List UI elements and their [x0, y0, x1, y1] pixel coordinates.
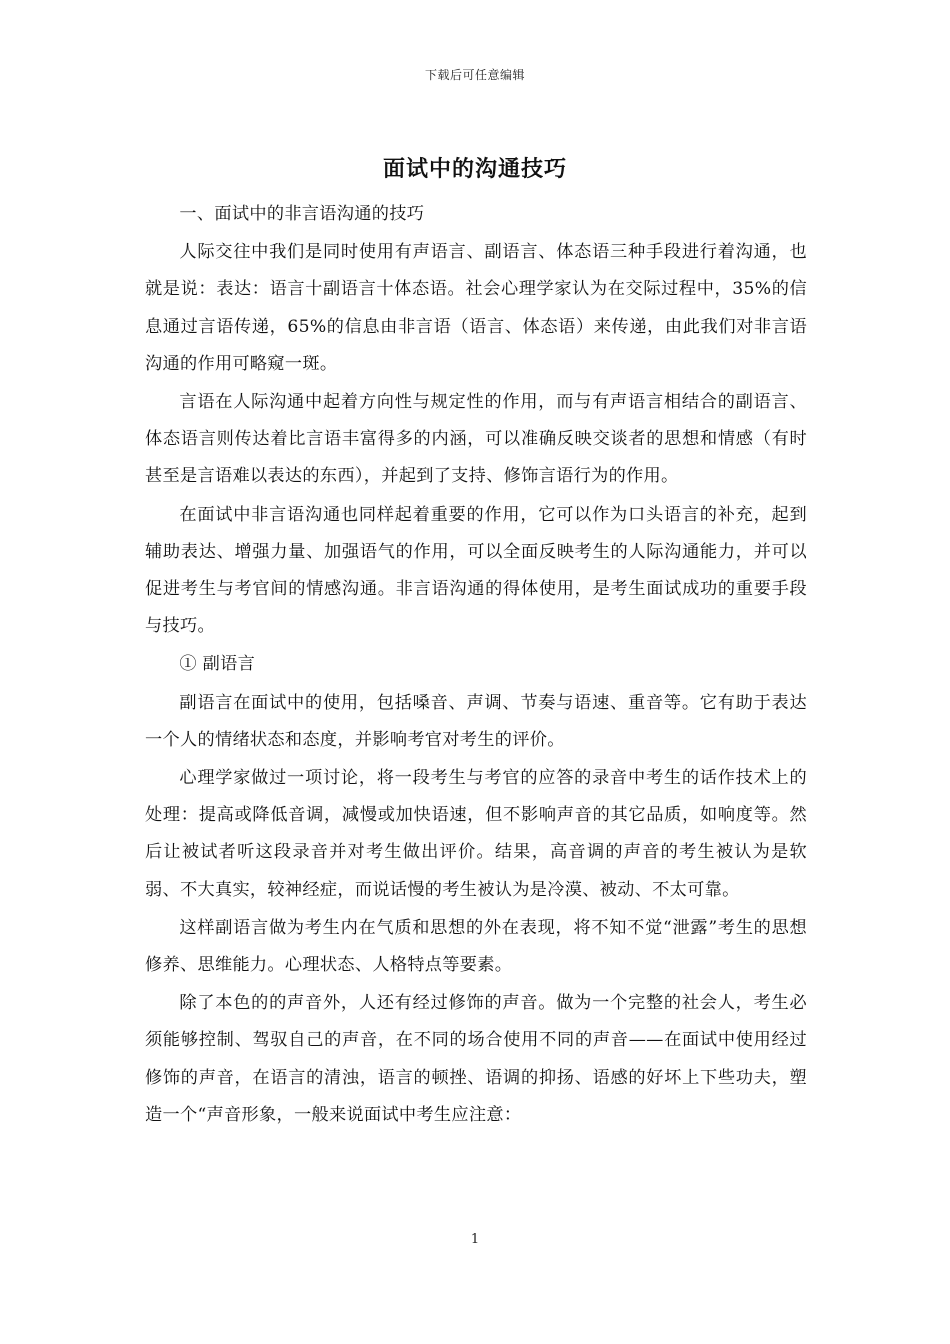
paragraph: 除了本色的的声音外，人还有经过修饰的声音。做为一个完整的社会人，考生必须能够控制、驾驭自己的声音，在不同的场合使用不同的声音——在面试中使用经过修饰的声音，在语言的清浊，语言的顿挫、语调的抑扬、语感的好坏上下些功夫，塑造一个“声音形象，一般来说面试中考生应注意： [145, 993, 807, 1125]
paragraph: 人际交往中我们是同时使用有声语言、副语言、体态语三种手段进行着沟通，也就是说：表达：语言十副语言十体态语。社会心理学家认为在交际过程中，35%的信息通过言语传递，65%的信息由非言语（语言、体态语）来传递，由此我们对非言语沟通的作用可略窥一斑。 [145, 242, 807, 374]
paragraph: 副语言在面试中的使用，包括嗓音、声调、节奏与语速、重音等。它有助于表达一个人的情绪状态和态度，并影响考官对考生的评价。 [145, 692, 807, 750]
paragraph: 这样副语言做为考生内在气质和思想的外在表现，将不知不觉“泄露”考生的思想修养、思维能力。心理状态、人格特点等要素。 [145, 917, 807, 976]
paragraph: 在面试中非言语沟通也同样起着重要的作用，它可以作为口头语言的补充，起到辅助表达、增强力量、加强语气的作用，可以全面反映考生的人际沟通能力，并可以促进考生与考官间的情感沟通。非言语沟通的得体使用，是考生面试成功的重要手段与技巧。 [145, 504, 807, 637]
header-note: 下载后可任意编辑 [424, 68, 525, 82]
document-body [145, 196, 807, 1135]
section-heading: 一、面试中的非言语沟通的技巧 [179, 204, 425, 224]
paragraph: 言语在人际沟通中起着方向性与规定性的作用，而与有声语言相结合的副语言、体态语言则传达着比言语丰富得多的内涵，可以准确反映交谈者的思想和情感（有时甚至是言语难以表达的东西），并起到了支持、修饰言语行为的作用。 [145, 392, 807, 487]
paragraph: 心理学家做过一项讨论，将一段考生与考官的应答的录音中考生的话作技术上的处理：提高或降低音调，减慢或加快语速，但不影响声音的其它品质，如响度等。然后让被试者听这段录音并对考生做出评价。结果，高音调的声音的考生被认为是软弱、不大真实，较神经症，而说话慢的考生被认为是冷漠、被动、不太可靠。 [145, 768, 807, 900]
document-title: 面试中的沟通技巧 [382, 156, 567, 182]
subsection-heading: ① 副语言 [179, 654, 256, 675]
page-number: 1 [470, 1232, 480, 1247]
